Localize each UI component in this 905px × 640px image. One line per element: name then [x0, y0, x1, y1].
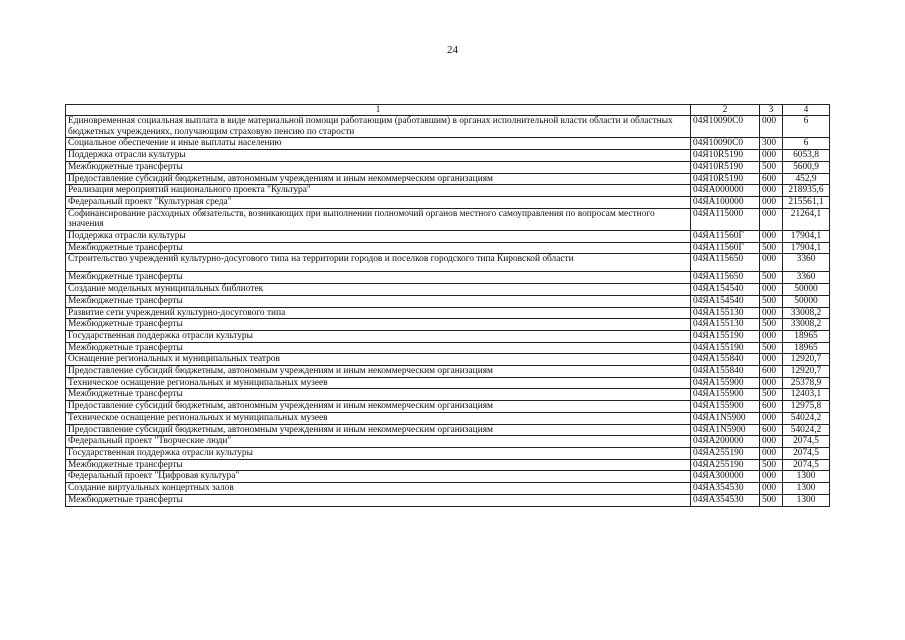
- row-vr-cell: 000: [760, 447, 783, 459]
- row-vr-cell: 000: [760, 196, 783, 208]
- table-row: [66, 319, 830, 331]
- table-row: [66, 389, 830, 401]
- row-amount-cell: 1300: [783, 483, 830, 495]
- row-name-cell: Государственная поддержка отрасли культуры: [66, 330, 691, 342]
- row-code-cell: 04ЯА155840: [691, 366, 760, 378]
- row-name-cell: Предоставление субсидий бюджетным, автономным учреждениям и иным некоммерческим организациям: [66, 424, 691, 436]
- row-code-cell: 04ЯА154540: [691, 295, 760, 307]
- table-row: [66, 447, 830, 459]
- row-name-cell: Межбюджетные трансферты: [66, 319, 691, 331]
- table-row: [66, 196, 830, 208]
- table-row: [66, 354, 830, 366]
- row-code-cell: 04ЯА354530: [691, 494, 760, 506]
- table-row: [66, 116, 830, 138]
- budget-table: [65, 104, 830, 507]
- row-amount-cell: 33008,2: [783, 319, 830, 331]
- row-amount-cell: 218935,6: [783, 185, 830, 197]
- row-vr-cell: 300: [760, 138, 783, 150]
- row-code-cell: 04ЯА255190: [691, 459, 760, 471]
- row-code-cell: 04ЯА115000: [691, 208, 760, 230]
- row-amount-cell: 1300: [783, 494, 830, 506]
- table-row: [66, 307, 830, 319]
- row-vr-cell: 500: [760, 319, 783, 331]
- row-code-cell: 04Я10R5190: [691, 173, 760, 185]
- row-vr-cell: 000: [760, 116, 783, 138]
- row-name-cell: Поддержка отрасли культуры: [66, 231, 691, 243]
- row-vr-cell: 500: [760, 494, 783, 506]
- row-name-cell: Предоставление субсидий бюджетным, автономным учреждениям и иным некоммерческим организациям: [66, 366, 691, 378]
- row-amount-cell: 54024,2: [783, 412, 830, 424]
- row-code-cell: 04ЯА300000: [691, 471, 760, 483]
- row-name-cell: Межбюджетные трансферты: [66, 459, 691, 471]
- row-code-cell: 04ЯА155900: [691, 377, 760, 389]
- row-amount-cell: 18965: [783, 342, 830, 354]
- table-header-row: [66, 105, 830, 116]
- row-vr-cell: 000: [760, 150, 783, 162]
- table-row: [66, 185, 830, 197]
- header-col-code: 2: [691, 105, 760, 116]
- row-vr-cell: 500: [760, 272, 783, 284]
- row-amount-cell: 6: [783, 116, 830, 138]
- row-name-cell: Межбюджетные трансферты: [66, 272, 691, 284]
- table-row: [66, 254, 830, 272]
- table-row: [66, 401, 830, 413]
- table-row: [66, 295, 830, 307]
- row-name-cell: Государственная поддержка отрасли культуры: [66, 447, 691, 459]
- header-col-amount: 4: [783, 105, 830, 116]
- row-code-cell: 04ЯА155900: [691, 401, 760, 413]
- row-name-cell: Создание модельных муниципальных библиотек: [66, 284, 691, 296]
- row-name-cell: Межбюджетные трансферты: [66, 342, 691, 354]
- row-name-cell: Межбюджетные трансферты: [66, 494, 691, 506]
- row-vr-cell: 000: [760, 284, 783, 296]
- row-code-cell: 04ЯА11560Г: [691, 242, 760, 254]
- row-name-cell: Единовременная социальная выплата в виде материальной помощи работающим (работавшим) в органах исполнительной власти области и областных бюджетных учреждениях, получающим страховую пенсию по старости: [66, 116, 691, 138]
- table-row: [66, 366, 830, 378]
- row-code-cell: 04ЯА115650: [691, 272, 760, 284]
- row-amount-cell: 18965: [783, 330, 830, 342]
- row-name-cell: Строительство учреждений культурно-досугового типа на территории городов и поселков городского типа Кировской области: [66, 254, 691, 272]
- row-code-cell: 04ЯА155130: [691, 307, 760, 319]
- row-amount-cell: 17904,1: [783, 242, 830, 254]
- row-amount-cell: 2074,5: [783, 459, 830, 471]
- row-code-cell: 04ЯА155190: [691, 330, 760, 342]
- table-row: [66, 424, 830, 436]
- table-row: [66, 231, 830, 243]
- table-row: [66, 150, 830, 162]
- row-vr-cell: 000: [760, 208, 783, 230]
- header-col-vr: 3: [760, 105, 783, 116]
- table-row: [66, 459, 830, 471]
- row-code-cell: 04ЯА154540: [691, 284, 760, 296]
- table-body: [66, 116, 830, 507]
- row-amount-cell: 3360: [783, 272, 830, 284]
- row-name-cell: Реализация мероприятий национального проекта "Культура": [66, 185, 691, 197]
- row-name-cell: Развитие сети учреждений культурно-досугового типа: [66, 307, 691, 319]
- row-vr-cell: 600: [760, 424, 783, 436]
- row-vr-cell: 000: [760, 377, 783, 389]
- row-amount-cell: 12975,8: [783, 401, 830, 413]
- row-name-cell: Федеральный проект "Творческие люди": [66, 436, 691, 448]
- row-name-cell: Межбюджетные трансферты: [66, 295, 691, 307]
- row-code-cell: 04Я10R5190: [691, 150, 760, 162]
- table-row: [66, 471, 830, 483]
- row-amount-cell: 6: [783, 138, 830, 150]
- table-row: [66, 342, 830, 354]
- row-name-cell: Техническое оснащение региональных и муниципальных музеев: [66, 377, 691, 389]
- row-vr-cell: 500: [760, 342, 783, 354]
- table-row: [66, 161, 830, 173]
- row-vr-cell: 600: [760, 401, 783, 413]
- row-amount-cell: 12920,7: [783, 354, 830, 366]
- row-vr-cell: 000: [760, 412, 783, 424]
- table-row: [66, 173, 830, 185]
- row-code-cell: 04Я10090С0: [691, 138, 760, 150]
- table-row: [66, 494, 830, 506]
- row-vr-cell: 500: [760, 389, 783, 401]
- row-vr-cell: 600: [760, 173, 783, 185]
- row-name-cell: Создание виртуальных концертных залов: [66, 483, 691, 495]
- row-code-cell: 04ЯА354530: [691, 483, 760, 495]
- row-amount-cell: 5600,9: [783, 161, 830, 173]
- row-name-cell: Федеральный проект "Культурная среда": [66, 196, 691, 208]
- row-vr-cell: 000: [760, 471, 783, 483]
- row-vr-cell: 000: [760, 330, 783, 342]
- row-name-cell: Предоставление субсидий бюджетным, автономным учреждениям и иным некоммерческим организациям: [66, 173, 691, 185]
- row-amount-cell: 54024,2: [783, 424, 830, 436]
- row-amount-cell: 25378,9: [783, 377, 830, 389]
- row-amount-cell: 12920,7: [783, 366, 830, 378]
- row-vr-cell: 000: [760, 483, 783, 495]
- row-name-cell: Социальное обеспечение и иные выплаты населению: [66, 138, 691, 150]
- row-code-cell: 04ЯА155840: [691, 354, 760, 366]
- row-amount-cell: 17904,1: [783, 231, 830, 243]
- row-vr-cell: 000: [760, 231, 783, 243]
- page-number: 24: [447, 44, 458, 56]
- row-vr-cell: 600: [760, 366, 783, 378]
- table-row: [66, 242, 830, 254]
- row-vr-cell: 500: [760, 242, 783, 254]
- row-code-cell: 04ЯА155190: [691, 342, 760, 354]
- row-name-cell: Межбюджетные трансферты: [66, 242, 691, 254]
- row-name-cell: Поддержка отрасли культуры: [66, 150, 691, 162]
- table-row: [66, 284, 830, 296]
- row-amount-cell: 1300: [783, 471, 830, 483]
- table-row: [66, 138, 830, 150]
- row-code-cell: 04ЯА1N5900: [691, 412, 760, 424]
- header-col-name: 1: [66, 105, 691, 116]
- row-name-cell: Оснащение региональных и муниципальных театров: [66, 354, 691, 366]
- row-vr-cell: 500: [760, 161, 783, 173]
- row-vr-cell: 000: [760, 354, 783, 366]
- table-row: [66, 330, 830, 342]
- row-code-cell: 04Я10090С0: [691, 116, 760, 138]
- row-amount-cell: 21264,1: [783, 208, 830, 230]
- table-row: [66, 436, 830, 448]
- table-row: [66, 272, 830, 284]
- row-vr-cell: 500: [760, 295, 783, 307]
- row-name-cell: Предоставление субсидий бюджетным, автономным учреждениям и иным некоммерческим организациям: [66, 401, 691, 413]
- row-amount-cell: 33008,2: [783, 307, 830, 319]
- row-vr-cell: 000: [760, 307, 783, 319]
- row-vr-cell: 000: [760, 436, 783, 448]
- row-name-cell: Межбюджетные трансферты: [66, 389, 691, 401]
- row-name-cell: Техническое оснащение региональных и муниципальных музеев: [66, 412, 691, 424]
- row-amount-cell: 215561,1: [783, 196, 830, 208]
- table-row: [66, 483, 830, 495]
- row-code-cell: 04ЯА100000: [691, 196, 760, 208]
- row-code-cell: 04ЯА115650: [691, 254, 760, 272]
- row-amount-cell: 452,9: [783, 173, 830, 185]
- row-code-cell: 04ЯА11560Г: [691, 231, 760, 243]
- table-row: [66, 377, 830, 389]
- row-code-cell: 04ЯА155900: [691, 389, 760, 401]
- row-amount-cell: 2074,5: [783, 447, 830, 459]
- row-vr-cell: 500: [760, 459, 783, 471]
- row-code-cell: 04ЯА255190: [691, 447, 760, 459]
- row-vr-cell: 000: [760, 254, 783, 272]
- row-name-cell: Межбюджетные трансферты: [66, 161, 691, 173]
- row-code-cell: 04Я10R5190: [691, 161, 760, 173]
- table-row: [66, 412, 830, 424]
- row-amount-cell: 6053,8: [783, 150, 830, 162]
- row-code-cell: 04ЯА155130: [691, 319, 760, 331]
- row-name-cell: Софинансирование расходных обязательств, возникающих при выполнении полномочий органов местного самоуправления по вопросам местного значения: [66, 208, 691, 230]
- row-amount-cell: 50000: [783, 284, 830, 296]
- row-vr-cell: 000: [760, 185, 783, 197]
- table-row: [66, 208, 830, 230]
- row-amount-cell: 3360: [783, 254, 830, 272]
- row-amount-cell: 2074,5: [783, 436, 830, 448]
- row-amount-cell: 12403,1: [783, 389, 830, 401]
- row-name-cell: Федеральный проект "Цифровая культура": [66, 471, 691, 483]
- row-code-cell: 04ЯА200000: [691, 436, 760, 448]
- row-amount-cell: 50000: [783, 295, 830, 307]
- row-code-cell: 04ЯА1N5900: [691, 424, 760, 436]
- row-code-cell: 04ЯА000000: [691, 185, 760, 197]
